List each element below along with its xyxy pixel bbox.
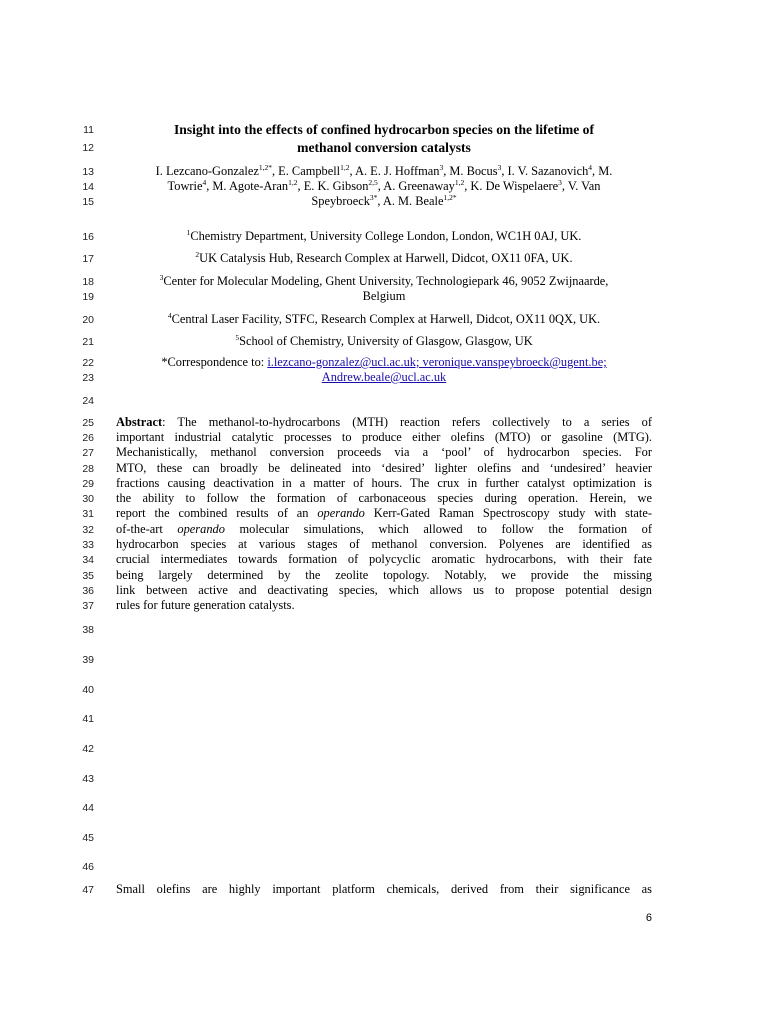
line-number: 14 (82, 181, 94, 193)
author-line-3: Speybroeck$^{3*}$, A. M. Beale$^{1,2*}$ (311, 193, 457, 208)
line-number: 35 (82, 570, 94, 582)
abstract-line: the ability to follow the formation of carbonaceous species during operation. Herein, we (116, 491, 652, 505)
line-number: 31 (82, 508, 94, 520)
line-number: 20 (82, 314, 94, 326)
abstract-line: Mechanistically, methanol conversion proceeds via a ‘pool’ of hydrocarbon species. For (116, 445, 652, 459)
line-number: 40 (82, 684, 94, 696)
affiliation-5: $^5$School of Chemistry, University of Glasgow, Glasgow, UK (235, 333, 533, 348)
line-number: 33 (82, 539, 94, 551)
line-number: 13 (82, 166, 94, 178)
abstract-line: important industrial catalytic processes to produce either olefins (MTO) or gasoline (MTG). (116, 430, 652, 444)
line-number: 25 (82, 417, 94, 429)
abstract-line: Abstract: The methanol-to-hydrocarbons (MTH) reaction refers collectively to a series of (116, 415, 652, 429)
paper-title-line-2: methanol conversion catalysts (297, 140, 471, 155)
abstract-line: rules for future generation catalysts. (116, 598, 295, 612)
abstract-line: MTO, these can broadly be delineated into ‘desired’ lighter olefins and ‘undesired’ heavier (116, 461, 652, 475)
abstract-line: link between active and deactivating species, which allows us to propose potential design (116, 583, 652, 597)
page-number: 6 (645, 912, 652, 924)
line-number: 18 (82, 276, 94, 288)
correspondence-line-2 (116, 370, 652, 385)
correspondence-email-link[interactable]: i.lezcano-gonzalez@ucl.ac.uk; veronique.vanspeybroeck@ugent.be; (267, 355, 607, 369)
body-text-line: Small olefins are highly important platform chemicals, derived from their significance as (116, 882, 652, 896)
abstract-heading: Abstract (116, 415, 163, 429)
line-number: 16 (82, 231, 94, 243)
line-number: 26 (82, 432, 94, 444)
affiliation-3: $^3$Center for Molecular Modeling, Ghent University, Technologiepark 46, 9052 Zwijnaarde, (159, 273, 609, 288)
line-number: 23 (82, 372, 94, 384)
line-number: 44 (82, 802, 94, 814)
line-number: 42 (82, 743, 94, 755)
abstract-line: crucial intermediates towards formation of polycyclic aromatic hydrocarbons, with their fate (116, 552, 652, 566)
line-number: 41 (82, 713, 94, 725)
correspondence-email-link-2[interactable]: Andrew.beale@ucl.ac.uk (321, 370, 447, 384)
line-number: 21 (82, 336, 94, 348)
line-number: 28 (82, 463, 94, 475)
line-number: 19 (82, 291, 94, 303)
author-line-2: Towrie$^4$, M. Agote-Aran$^{1,2}$, E. K. Gibson$^{2,5}$, A. Greenaway$^{1,2}$, K. De Wispelaere$^3$, V. Van (167, 178, 601, 193)
abstract-line: being largely determined by the zeolite topology. Notably, we provide the missing (116, 568, 652, 582)
abstract-line: fractions causing deactivation in a matter of hours. The crux in further catalyst optimization is (116, 476, 652, 490)
line-number: 39 (82, 654, 94, 666)
affiliation-4: $^4$Central Laser Facility, STFC, Research Complex at Harwell, Didcot, OX11 0QX, UK. (167, 311, 601, 326)
line-number: 46 (82, 861, 94, 873)
line-number: 17 (82, 253, 94, 265)
line-number: 37 (82, 600, 94, 612)
correspondence-label: *Correspondence to: (161, 355, 268, 369)
line-number: 24 (82, 395, 94, 407)
line-number: 32 (82, 524, 94, 536)
affiliation-2: $^2$UK Catalysis Hub, Research Complex at Harwell, Didcot, OX11 0FA, UK. (195, 250, 573, 265)
line-number: 12 (82, 142, 94, 154)
abstract-line: report the combined results of an operando Kerr-Gated Raman Spectroscopy study with state- (116, 506, 652, 520)
paper-title-line-1: Insight into the effects of confined hydrocarbon species on the lifetime of (174, 122, 594, 137)
line-number: 11 (83, 124, 94, 136)
line-number: 15 (82, 196, 94, 208)
abstract-line: of-the-art operando molecular simulations, which allowed to follow the formation of (116, 522, 652, 536)
line-number: 38 (82, 624, 94, 636)
line-number: 45 (82, 832, 94, 844)
line-number: 22 (82, 357, 94, 369)
line-number: 47 (82, 884, 94, 896)
line-number: 27 (82, 447, 94, 459)
line-number: 29 (82, 478, 94, 490)
abstract-line: hydrocarbon species at various stages of methanol conversion. Polyenes are identified as (116, 537, 652, 551)
line-number: 30 (82, 493, 94, 505)
line-number: 34 (82, 554, 94, 566)
affiliation-1: $^1$Chemistry Department, University College London, London, WC1H 0AJ, UK. (186, 228, 582, 243)
line-number: 36 (82, 585, 94, 597)
author-line-1: I. Lezcano-Gonzalez$^{1,2*}$, E. Campbell$^{1,2}$, A. E. J. Hoffman$^3$, M. Bocus$^3$, I. V. Sazanovich$^4$, M. (155, 163, 613, 178)
line-number: 43 (82, 773, 94, 785)
correspondence-line (116, 355, 652, 370)
affiliation-3-continued: Belgium (362, 289, 406, 303)
